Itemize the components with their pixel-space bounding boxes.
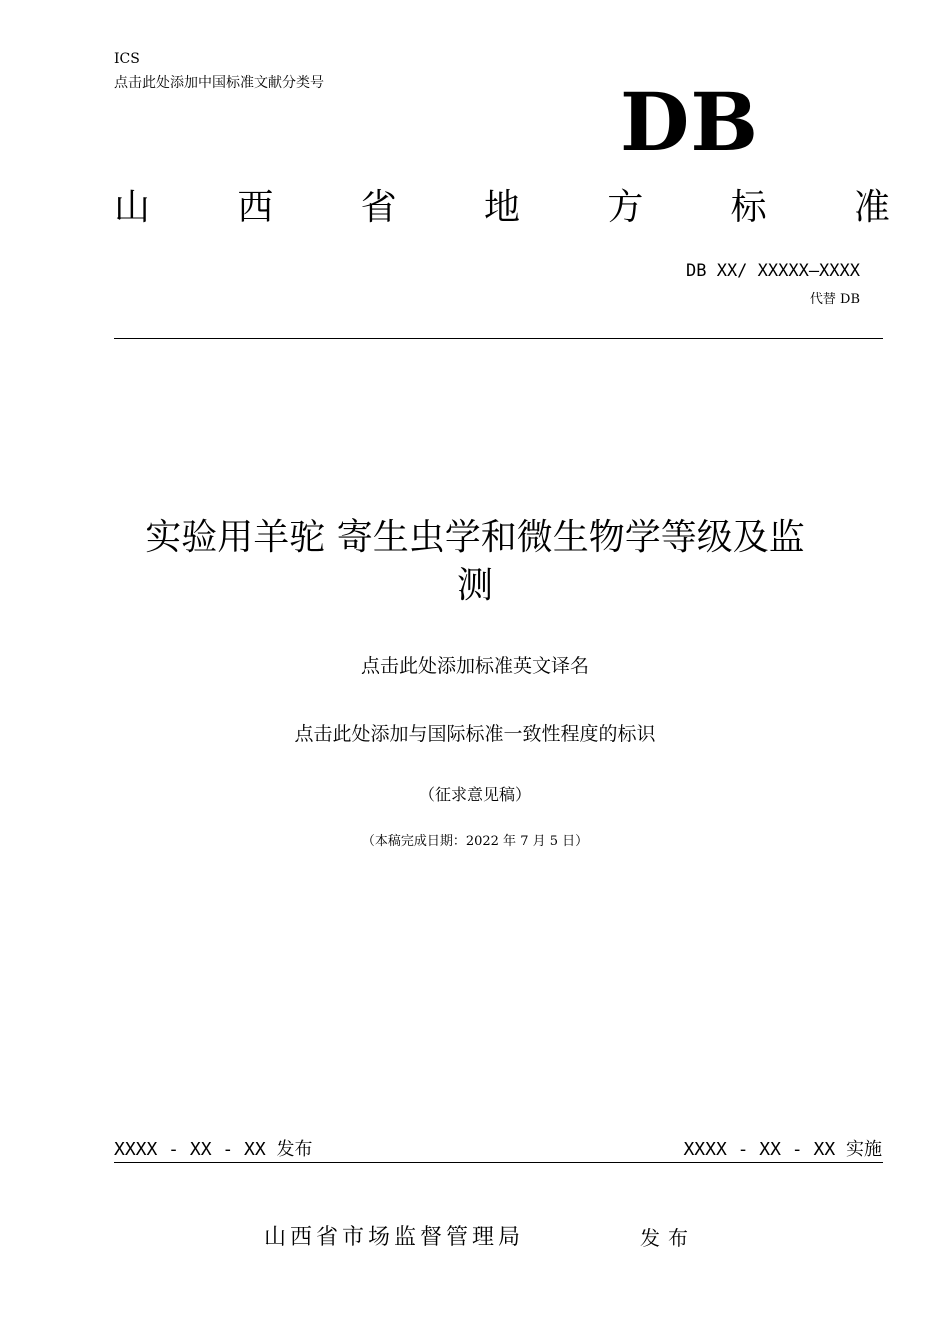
draft-status: （征求意见稿）	[418, 785, 531, 804]
english-name-placeholder[interactable]: 点击此处添加标准英文译名	[360, 655, 589, 677]
db-logo: DB	[620, 75, 759, 169]
standard-title[interactable]	[70, 514, 880, 610]
standard-type-char: 方	[607, 187, 644, 228]
standard-number[interactable]: DB XX/ XXXXX—XXXX	[686, 261, 860, 281]
standard-type-char: 山	[114, 187, 151, 228]
issuing-authority: 山西省市场监督管理局	[264, 1225, 525, 1250]
consistency-placeholder[interactable]: 点击此处添加与国际标准一致性程度的标识	[294, 723, 656, 745]
standard-type-char: 地	[483, 187, 520, 228]
ccs-placeholder[interactable]: 点击此处添加中国标准文献分类号	[114, 75, 324, 91]
standard-type-char: 准	[853, 187, 890, 228]
footer-divider	[114, 1162, 883, 1163]
header-divider	[114, 338, 883, 339]
ics-label: ICS	[114, 51, 140, 67]
implement-date[interactable]: XXXX - XX - XX 实施	[683, 1139, 882, 1160]
standard-type-char: 省	[360, 187, 397, 228]
standard-type-char: 标	[730, 187, 767, 228]
standard-type-title	[114, 186, 890, 230]
issue-label: 发布	[640, 1226, 696, 1250]
replaces-note[interactable]: 代替 DB	[809, 292, 860, 307]
standard-title-line: 实验用羊驼 寄生虫学和微生物学等级及监	[145, 517, 805, 558]
standard-title-line: 测	[456, 565, 493, 606]
draft-date: （本稿完成日期：2022 年 7 月 5 日）	[361, 834, 589, 849]
publish-date[interactable]: XXXX - XX - XX 发布	[114, 1139, 313, 1160]
standard-type-char: 西	[237, 187, 274, 228]
